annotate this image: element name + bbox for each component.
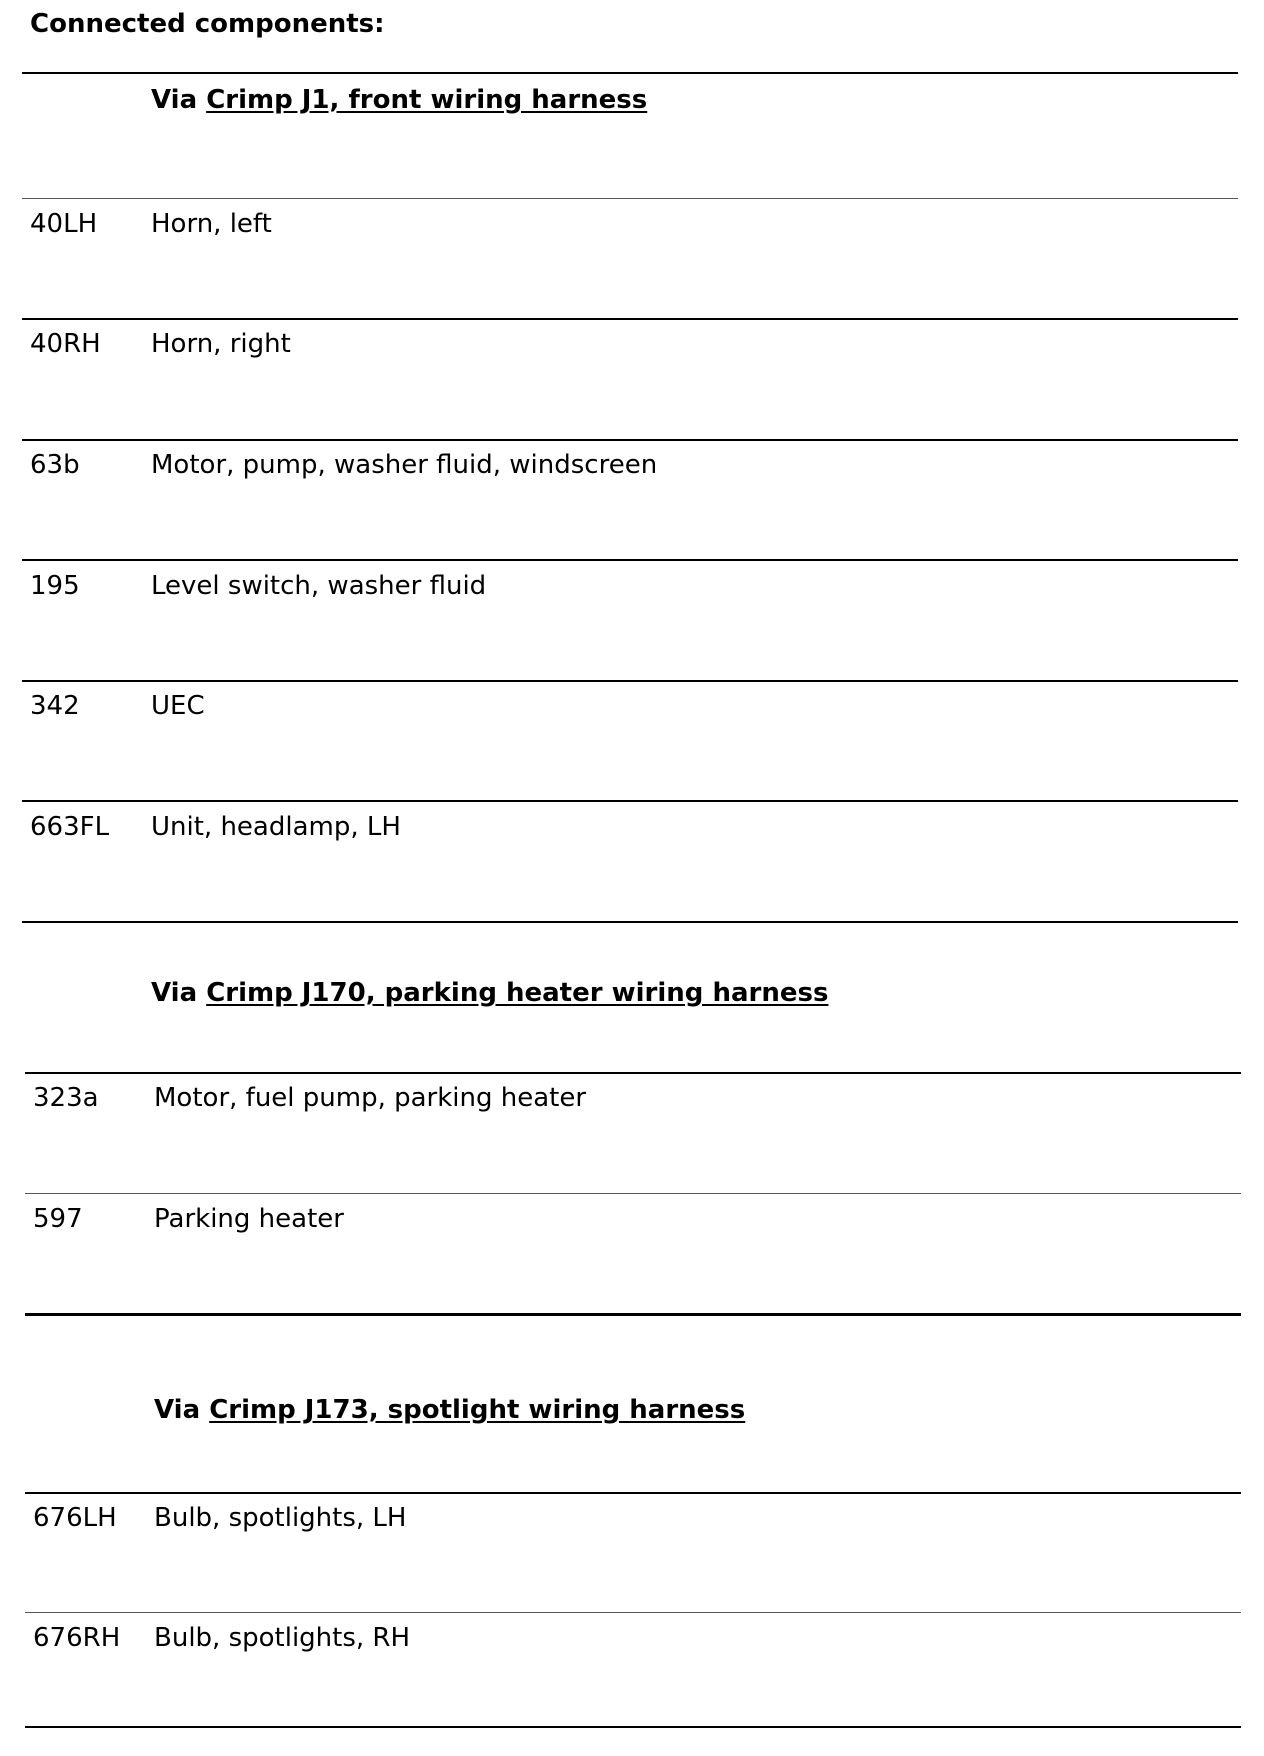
component-code: 597	[33, 1204, 83, 1234]
component-desc: Horn, left	[151, 209, 272, 239]
component-desc: Motor, fuel pump, parking heater	[154, 1083, 587, 1113]
crimp-j1-link[interactable]: Crimp J1, front wiring harness	[206, 85, 648, 115]
component-code: 63b	[30, 450, 80, 480]
component-code: 40LH	[30, 209, 98, 239]
divider	[25, 1726, 1241, 1728]
divider	[25, 1612, 1241, 1613]
divider	[22, 439, 1238, 441]
component-code: 663FL	[30, 812, 110, 842]
section-title-j173	[154, 1394, 745, 1426]
component-code: 323a	[33, 1083, 99, 1113]
crimp-j173-link[interactable]: Crimp J173, spotlight wiring harness	[209, 1395, 746, 1425]
component-code: 195	[30, 571, 80, 601]
component-desc: Level switch, washer fluid	[151, 571, 487, 601]
component-desc: UEC	[151, 691, 205, 721]
divider	[25, 1072, 1241, 1074]
divider	[22, 800, 1238, 802]
page-title: Connected components:	[30, 9, 385, 39]
divider	[22, 680, 1238, 682]
divider	[22, 198, 1238, 199]
component-code: 40RH	[30, 329, 101, 359]
divider	[25, 1492, 1241, 1494]
component-desc: Unit, headlamp, LH	[151, 812, 401, 842]
component-code: 342	[30, 691, 80, 721]
section-prefix: Via	[154, 1395, 201, 1425]
divider	[22, 559, 1238, 561]
section-prefix: Via	[151, 978, 198, 1008]
divider	[22, 318, 1238, 320]
section-title-j170	[151, 977, 828, 1009]
divider	[25, 1193, 1241, 1194]
crimp-j170-link[interactable]: Crimp J170, parking heater wiring harness	[206, 978, 829, 1008]
component-desc: Parking heater	[154, 1204, 344, 1234]
component-desc: Bulb, spotlights, LH	[154, 1503, 407, 1533]
divider	[22, 921, 1238, 923]
section-title-j1	[151, 84, 647, 116]
divider	[22, 72, 1238, 74]
component-desc: Horn, right	[151, 329, 291, 359]
component-code: 676RH	[33, 1623, 121, 1653]
component-code: 676LH	[33, 1503, 117, 1533]
component-desc: Motor, pump, washer fluid, windscreen	[151, 450, 658, 480]
divider	[25, 1313, 1241, 1316]
component-desc: Bulb, spotlights, RH	[154, 1623, 411, 1653]
section-prefix: Via	[151, 85, 198, 115]
